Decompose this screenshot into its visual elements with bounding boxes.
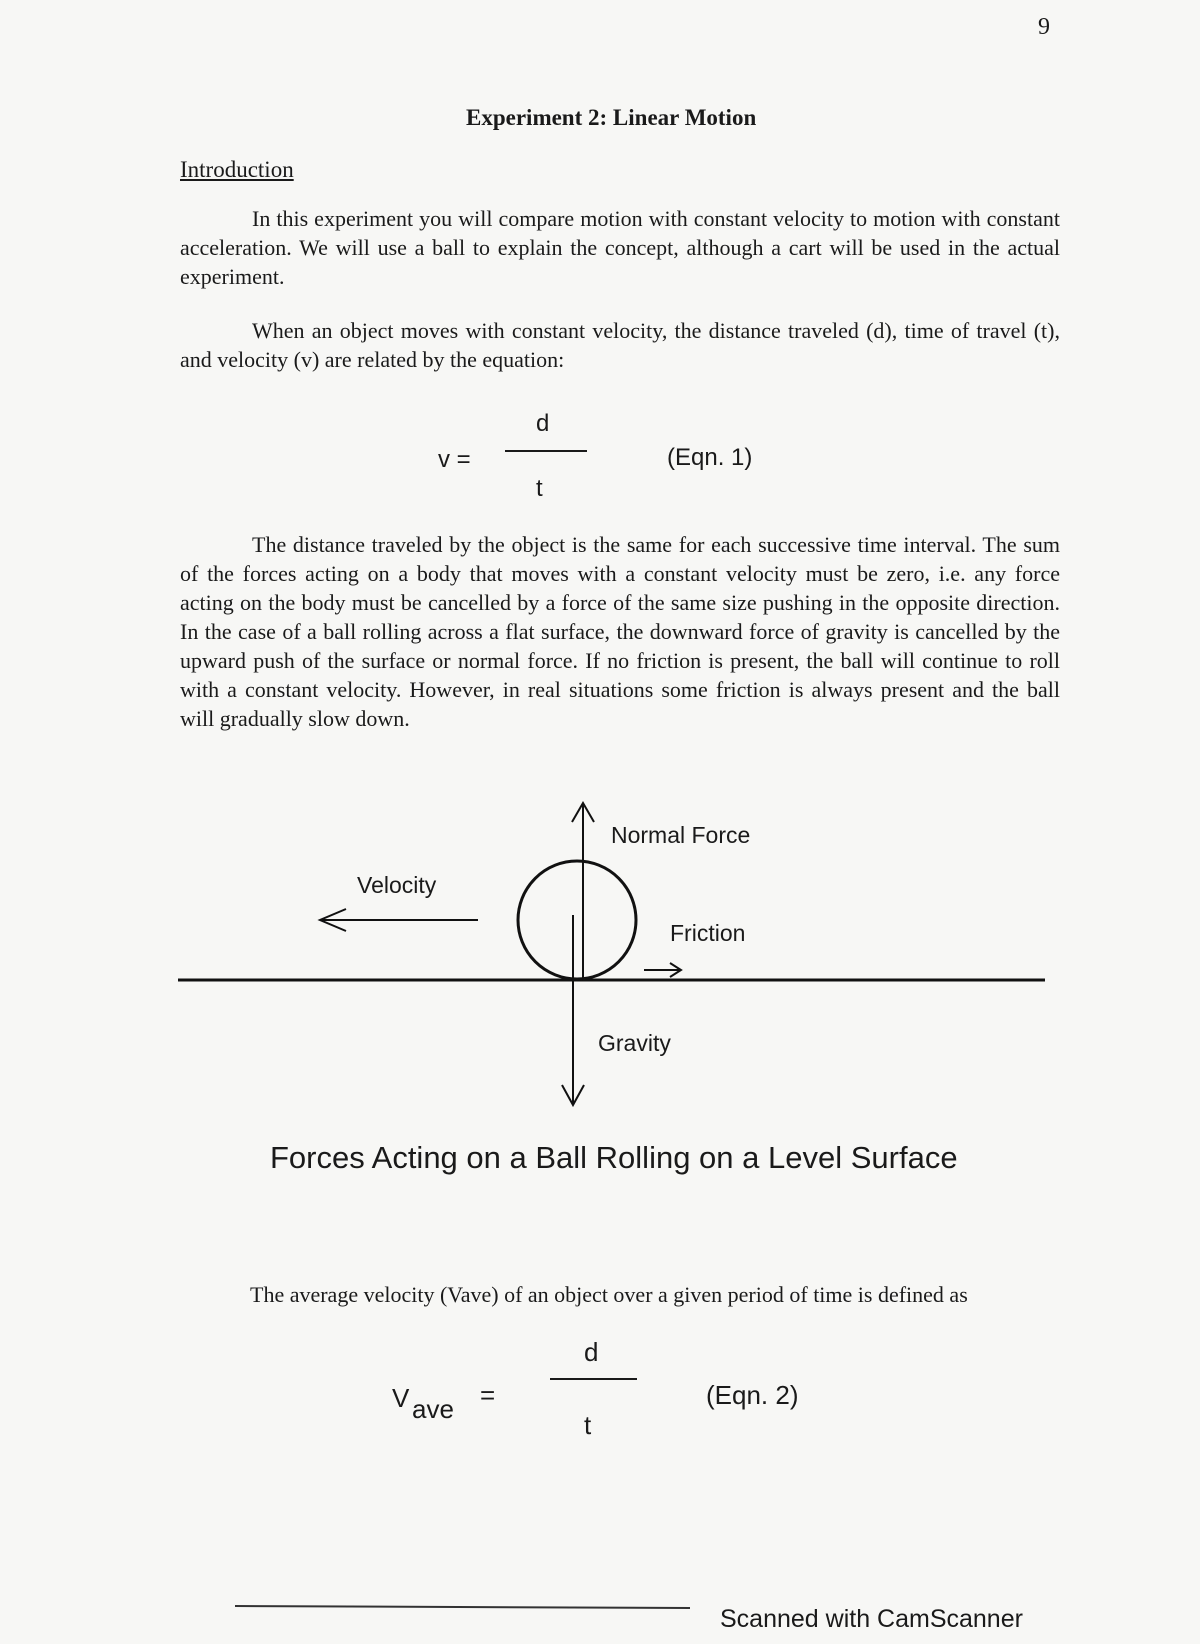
eqn2-lhs-subscript: ave (412, 1394, 454, 1424)
scanner-watermark: Scanned with CamScanner (720, 1605, 1023, 1633)
eqn2-numerator: d (584, 1337, 599, 1367)
friction-label: Friction (670, 920, 746, 946)
eqn1-denominator: t (536, 475, 543, 502)
section-heading: Introduction (180, 157, 294, 182)
velocity-label: Velocity (357, 872, 437, 898)
eqn1-lhs: v = (438, 446, 471, 473)
eqn1-numerator: d (536, 410, 550, 437)
normal-force-label: Normal Force (611, 822, 751, 848)
average-velocity-paragraph: The average velocity (Vave) of an object over a given period of time is defined as (250, 1282, 968, 1307)
gravity-label: Gravity (598, 1030, 671, 1056)
velocity-paragraph-text: When an object moves with constant velocity, the distance traveled (d), time of travel (t), and velocity (v) are related by the equation: (180, 318, 1060, 372)
eqn1-label: (Eqn. 1) (667, 444, 753, 471)
eqn2-denominator: t (584, 1410, 592, 1440)
ball (518, 861, 636, 979)
diagram-caption: Forces Acting on a Ball Rolling on a Level Surface (270, 1140, 958, 1175)
forces-paragraph-text: The distance traveled by the object is the same for each successive time interval. The sum of the forces acting on a body that moves with a constant velocity must be zero, i.e. any force acting on the body must be cancelled by a force of the same size pushing in the opposite direction. In the case of a ball rolling across a flat surface, the downward force of gravity is cancelled by the upward push of the surface or normal force. If no friction is present, the ball will continue to roll with a constant velocity. However, in real situations some friction is always present and the ball will gradually slow down. (180, 532, 1060, 731)
eqn2-equals: = (480, 1380, 496, 1410)
eqn2-lhs-main: V (392, 1383, 410, 1413)
scan-footer-rule (235, 1606, 690, 1608)
page-number: 9 (1038, 14, 1050, 40)
intro-paragraph-text: In this experiment you will compare motion with constant velocity to motion with constant acceleration. We will use a ball to explain the concept, although a cart will be used in the actual experiment. (180, 206, 1060, 289)
eqn2-label: (Eqn. 2) (706, 1380, 799, 1410)
page-title: Experiment 2: Linear Motion (466, 105, 757, 130)
